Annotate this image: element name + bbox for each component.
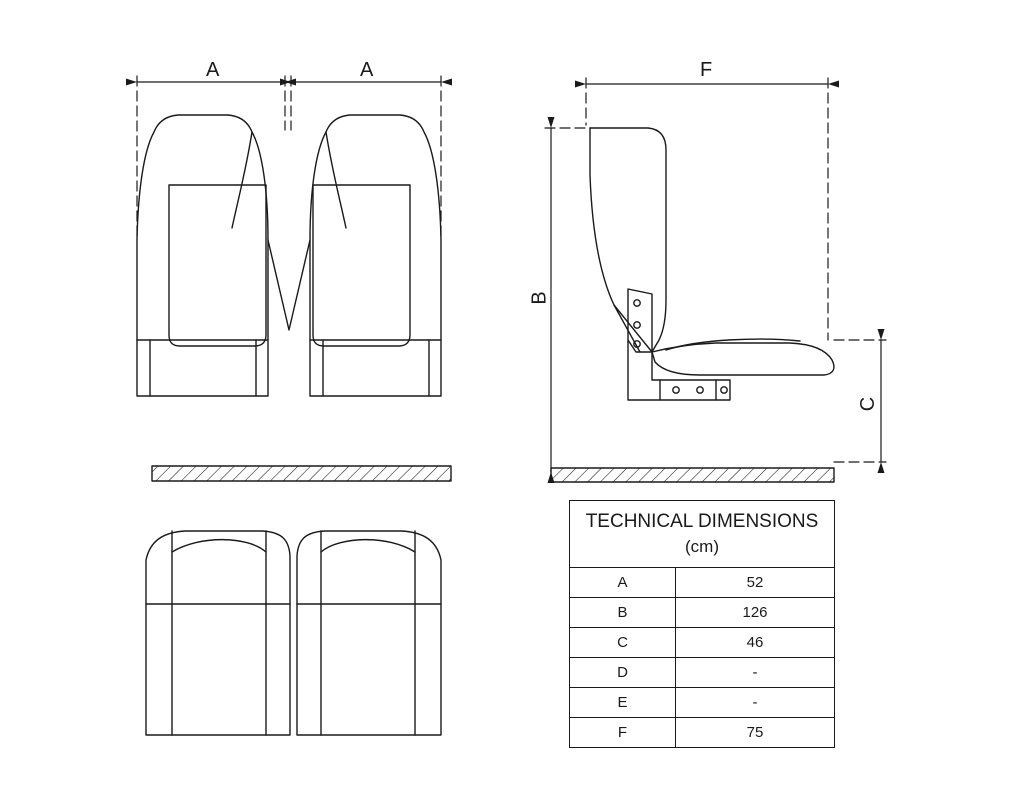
- floor-hatch-side: [551, 468, 834, 482]
- dimension-value: -: [676, 688, 835, 718]
- dim-label-c: C: [857, 396, 880, 412]
- dimension-value: 126: [676, 598, 835, 628]
- front-view-center-gap: [268, 240, 310, 330]
- dimension-key: E: [570, 688, 676, 718]
- dimension-key: C: [570, 628, 676, 658]
- front-view-left-seat: [137, 115, 268, 396]
- table-title-row: [570, 501, 835, 568]
- dimension-key: D: [570, 658, 676, 688]
- dim-label-a-left: A: [206, 59, 220, 81]
- floor-hatch-front: [152, 466, 451, 481]
- dimension-value: 75: [676, 718, 835, 748]
- dim-label-a-right: A: [360, 59, 374, 81]
- dim-f: [586, 78, 828, 340]
- table-row: [570, 598, 835, 628]
- dim-label-f: F: [700, 59, 713, 81]
- table-row: [570, 658, 835, 688]
- table-row: [570, 568, 835, 598]
- top-view-double-seat: [146, 531, 441, 735]
- table-title: TECHNICAL DIMENSIONS: [585, 511, 819, 532]
- table-title-cell: [570, 501, 835, 568]
- dimension-key: A: [570, 568, 676, 598]
- dimension-key: B: [570, 598, 676, 628]
- technical-dimensions-table: [569, 500, 835, 748]
- dimension-value: -: [676, 658, 835, 688]
- table-row: [570, 628, 835, 658]
- dimension-value: 52: [676, 568, 835, 598]
- table-row: [570, 718, 835, 748]
- dim-label-b: B: [528, 291, 551, 305]
- dim-a-left: [137, 76, 285, 240]
- dim-b: [545, 128, 590, 472]
- front-view-right-seat: [310, 115, 441, 396]
- dimension-key: F: [570, 718, 676, 748]
- side-view-seat: [590, 128, 834, 400]
- table-unit: (cm): [685, 537, 719, 556]
- dimension-value: 46: [676, 628, 835, 658]
- table-row: [570, 688, 835, 718]
